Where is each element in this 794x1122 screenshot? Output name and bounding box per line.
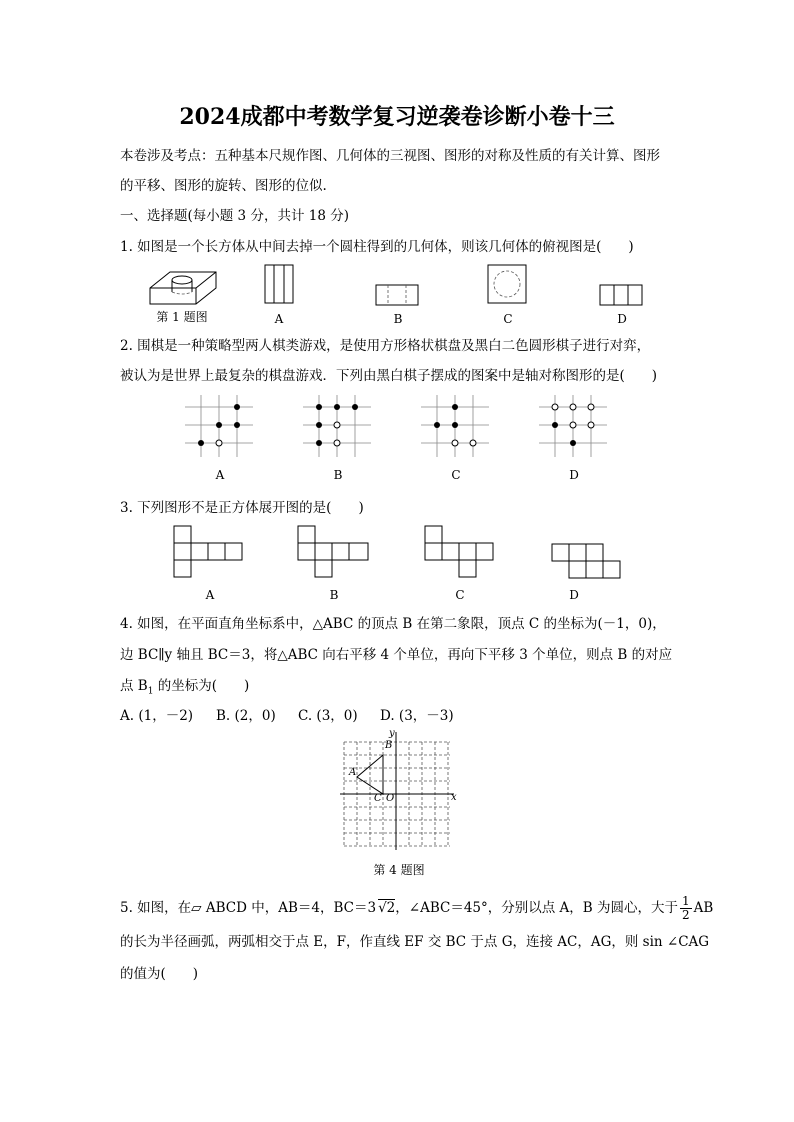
q3-option-d: D <box>569 588 579 602</box>
q1-option-b: B <box>393 312 403 326</box>
question-4-line-2: 边 BC∥y 轴且 BC＝3，将△ABC 向右平移 4 个单位，再向下平移 3 个单位，则点 B 的对应 <box>120 647 673 663</box>
question-4-line-1: 4. 如图，在平面直角坐标系中，△ABC 的顶点 B 在第二象限，顶点 C 的坐标为(－1，0)， <box>120 616 666 632</box>
q4-label-o: O <box>386 793 395 804</box>
q4-label-c: C <box>374 793 382 804</box>
q3-option-a: A <box>205 588 215 602</box>
q4-label-a: A <box>349 767 357 778</box>
q3-option-c: C <box>455 588 465 602</box>
section-heading: 一、选择题(每小题 3 分，共计 18 分) <box>120 208 349 224</box>
q1-option-c-figure <box>488 265 528 305</box>
question-2-line-1: 2. 围棋是一种策略型两人棋类游戏，是使用方形格状棋盘及黑白二色圆形棋子进行对弈， <box>120 338 651 354</box>
page-title: 2024成都中考数学复习逆袭卷诊断小卷十三 <box>179 104 615 130</box>
q5-fraction: $\frac{1}{2}$ <box>682 894 690 922</box>
q1-solid-figure <box>148 266 218 308</box>
q2-board-c <box>421 395 491 459</box>
q2-option-b: B <box>333 468 343 482</box>
q2-board-d <box>539 395 609 459</box>
q4-label-x: x <box>451 792 457 803</box>
q2-option-c: C <box>451 468 461 482</box>
q4-coordinate-figure <box>340 732 458 850</box>
q1-option-b-figure <box>376 285 420 307</box>
q5-sqrt: √2 <box>378 900 396 916</box>
q1-option-a: A <box>274 312 284 326</box>
question-5-line-1: 5. 如图，在▱ ABCD 中，AB＝4，BC＝3 √2，∠ABC＝45°，分别以点 A，B 为圆心，大于 $\frac{1}{2}$ AB <box>120 894 714 922</box>
question-5-line-2: 的长为半径画弧，两弧相交于点 E，F，作直线 EF 交 BC 于点 G，连接 AC，AG，则 sin ∠CAG <box>120 934 710 950</box>
question-3-text: 3. 下列图形不是正方体展开图的是( ) <box>120 500 364 516</box>
q2-option-d: D <box>569 468 579 482</box>
intro-line-1: 本卷涉及考点：五种基本尺规作图、几何体的三视图、图形的对称及性质的有关计算、图形 <box>120 148 660 164</box>
q3-option-b: B <box>329 588 339 602</box>
q4-choice-d: D. (3，－3) <box>380 708 454 724</box>
q4-choice-b: B. (2，0) <box>216 708 276 724</box>
q1-option-d-figure <box>600 285 644 307</box>
q2-board-b <box>303 395 373 459</box>
q3-net-a <box>174 526 246 580</box>
q4-label-y: y <box>389 728 395 739</box>
q4-caption: 第 4 题图 <box>373 863 425 877</box>
q3-net-c <box>425 526 497 580</box>
q4-label-b: B <box>385 740 393 751</box>
q2-board-a <box>185 395 255 459</box>
question-1-text: 1. 如图是一个长方体从中间去掉一个圆柱得到的几何体，则该几何体的俯视图是( ) <box>120 239 634 255</box>
q4-choice-a: A. (1，－2) <box>120 708 194 724</box>
question-4-line-3: 点 $B_1$ 的坐标为( ) <box>120 678 250 697</box>
q3-net-d <box>552 544 624 580</box>
question-5-line-3: 的值为( ) <box>120 966 199 982</box>
q1-option-a-figure <box>265 265 295 305</box>
q1-option-c: C <box>503 312 513 326</box>
q4-choice-c: C. (3，0) <box>298 708 358 724</box>
q1-caption: 第 1 题图 <box>156 310 208 324</box>
q1-option-d: D <box>617 312 627 326</box>
q3-net-b <box>298 526 372 580</box>
q2-option-a: A <box>215 468 225 482</box>
question-2-line-2: 被认为是世界上最复杂的棋盘游戏．下列由黑白棋子摆成的图案中是轴对称图形的是( ) <box>120 368 658 384</box>
intro-line-2: 的平移、图形的旋转、图形的位似. <box>120 178 327 194</box>
